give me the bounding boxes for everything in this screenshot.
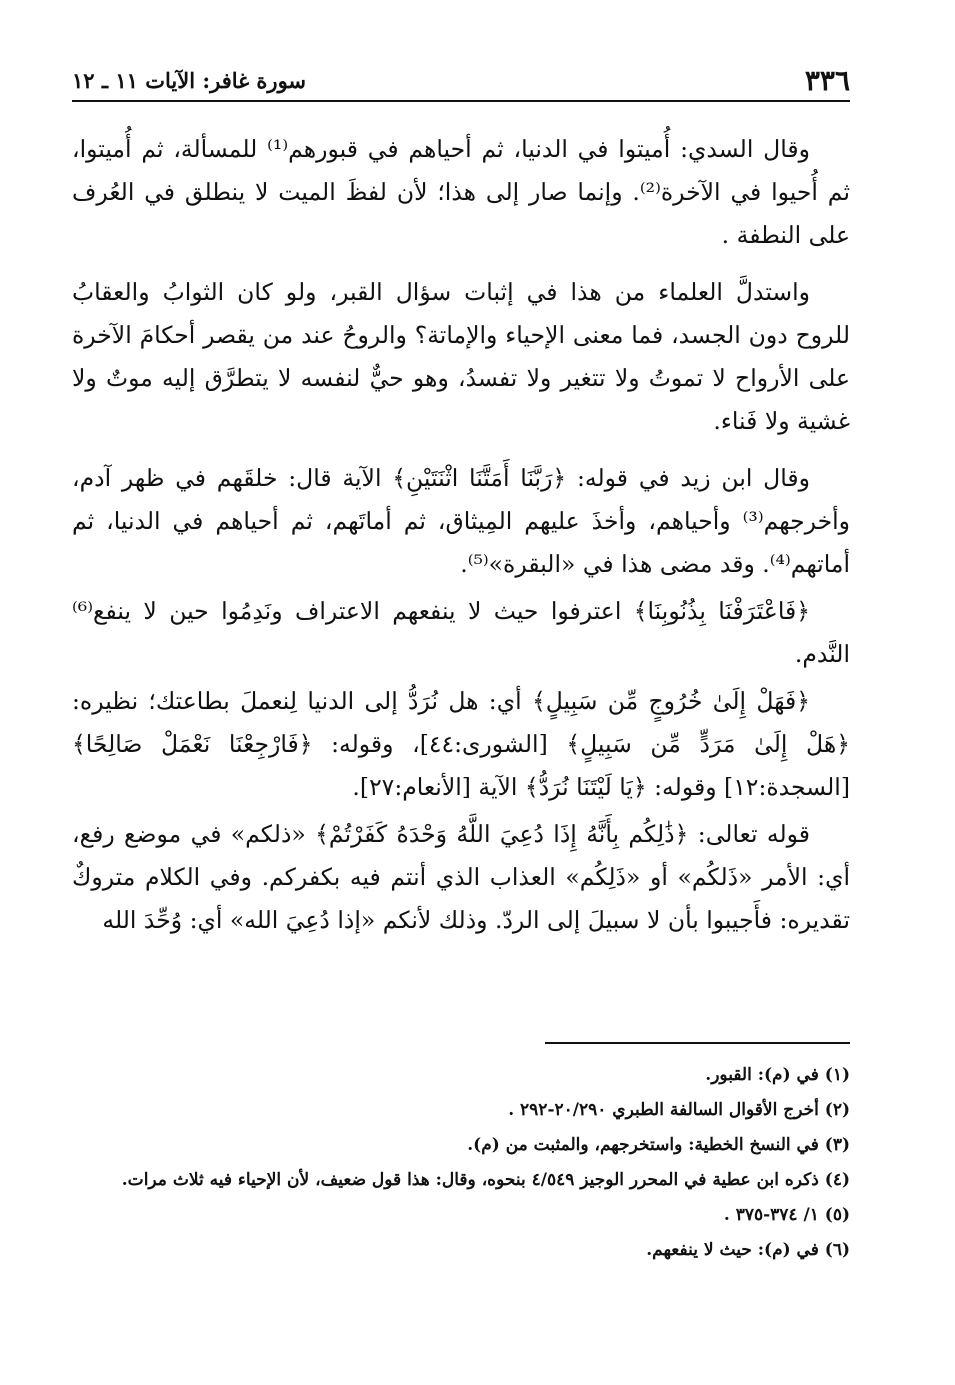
footnote: (٣) في النسخ الخطية: واستخرجهم، والمثبت من (م).	[467, 1135, 850, 1155]
paragraph: قوله تعالى: ﴿ذَٰلِكُم بِأَنَّهُ إِذَا دُعِيَ اللَّهُ وَحْدَهُ كَفَرْتُمْ﴾ «ذلكم» في موضع رفع، أي: الأمر «ذَلكُم» أو «ذَلِكُم» العذاب الذي أنتم فيه بكفركم. وفي الكلام متروكٌ تقديره: فأَجيبوا بأن لا سبيلَ إلى الردّ. وذلك لأنكم «إذا دُعِيَ الله» أي: وُحِّدَ الله	[72, 820, 850, 934]
header-divider	[72, 100, 850, 102]
footnote: (٦) في (م): حيث لا ينفعهم.	[646, 1240, 850, 1260]
running-title: سورة غافر: الآيات ١١ ـ ١٢	[72, 68, 307, 93]
main-text	[72, 128, 850, 946]
page-header	[72, 62, 850, 102]
footnote: (٥) ١/ ٣٧٤-٣٧٥ .	[723, 1205, 850, 1225]
footnotes	[72, 1060, 850, 1270]
paragraph: وقال السدي: أُميتوا في الدنيا، ثم أحياهم في قبورهم⁽¹⁾ للمسألة، ثم أُميتوا، ثم أُحيوا في الآخرة⁽²⁾. وإنما صار إلى هذا؛ لأن لفظَ الميت لا ينطلق في العُرف على النطفة .	[72, 135, 850, 249]
paragraph: واستدلَّ العلماء من هذا في إثبات سؤال القبر، ولو كان الثوابُ والعقابُ للروح دون الجسد، فما معنى الإحياء والإماتة؟ والروحُ عند من يقصر أحكامَ الآخرة على الأرواح لا تموتُ ولا تتغير ولا تفسدُ، وهو حيٌّ لنفسه لا يتطرَّق إليه موتٌ ولا غشية ولا فَناء.	[72, 278, 850, 435]
page-number: ٣٣٦	[804, 64, 850, 97]
footnote: (١) في (م): القبور.	[705, 1065, 850, 1085]
footnote: (٤) ذكره ابن عطية في المحرر الوجيز ٤/٥٤٩ بنحوه، وقال: هذا قول ضعيف، لأن الإحياء فيه ثلاث مرات.	[121, 1170, 850, 1190]
paragraph: ﴿فَهَلْ إِلَىٰ خُرُوجٍ مِّن سَبِيلٍ﴾ أي: هل نُرَدُّ إلى الدنيا لِنعملَ بطاعتك؛ نظيره: ﴿هَلْ إِلَىٰ مَرَدٍّ مِّن سَبِيلٍ﴾ [الشورى:٤٤]، وقوله: ﴿فَارْجِعْنَا نَعْمَلْ صَالِحًا﴾ [السجدة:١٢] وقوله: ﴿يَا لَيْتَنَا نُرَدُّ﴾ الآية [الأنعام:٢٧].	[72, 687, 850, 801]
footnote-divider	[545, 1042, 850, 1044]
paragraph: ﴿فَاعْتَرَفْنَا بِذُنُوبِنَا﴾ اعترفوا حيث لا ينفعهم الاعتراف ونَدِمُوا حين لا ينفع⁽⁶⁾ النَّدم.	[72, 597, 850, 668]
paragraph: وقال ابن زيد في قوله: ﴿رَبَّنَا أَمَتَّنَا اثْنَتَيْنِ﴾ الآية قال: خلقَهم في ظهر آدم، وأخرجهم⁽³⁾ وأحياهم، وأخذَ عليهم المِيثاق، ثم أماتَهم، ثم أحياهم في الدنيا، ثم أماتهم⁽⁴⁾. وقد مضى هذا في «البقرة»⁽⁵⁾.	[72, 464, 850, 578]
footnote: (٢) أخرج الأقوال السالفة الطبري ٢٠/٢٩٠-٢٩٢ .	[508, 1100, 850, 1120]
